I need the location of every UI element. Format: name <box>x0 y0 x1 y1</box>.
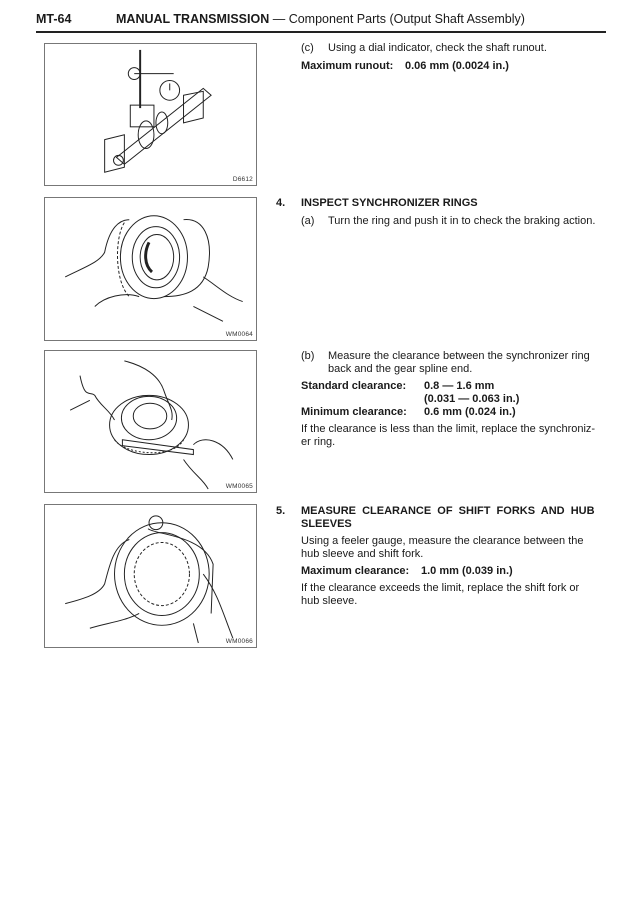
step-c-label: (c) <box>301 42 314 54</box>
standard-clearance-in: (0.031 — 0.063 in.) <box>424 393 520 405</box>
page-code: MT-64 <box>36 12 72 26</box>
max-clearance-label: Maximum clearance: <box>301 565 410 577</box>
section-5-title-1: MEASURE CLEARANCE OF SHIFT FORKS AND HUB <box>301 505 595 517</box>
page-title <box>116 12 525 26</box>
figure-code: WM0066 <box>225 638 253 645</box>
step-b-note-1: If the clearance is less than the limit, replace the synchroniz- <box>301 423 596 435</box>
step-b-text-2: back and the gear spline end. <box>328 363 473 375</box>
dial-indicator-illustration <box>45 44 256 185</box>
runout-spec-value: 0.06 mm (0.0024 in.) <box>405 60 509 72</box>
section-5-note-2: hub sleeve. <box>301 595 358 607</box>
step-b-label: (b) <box>301 350 315 362</box>
step-b-text-1: Measure the clearance between the synchronizer ring <box>328 350 590 362</box>
page-header <box>36 12 606 33</box>
section-5-number: 5. <box>276 505 286 517</box>
figure-code: WM0064 <box>225 331 253 338</box>
shift-fork-illustration <box>45 505 256 647</box>
section-5-title-2: SLEEVES <box>301 518 352 530</box>
figure-dial-indicator <box>44 43 257 186</box>
section-5-text-2: hub sleeve and shift fork. <box>301 548 424 560</box>
figure-synchronizer-ring-hands <box>44 197 257 341</box>
standard-clearance-label: Standard clearance: <box>301 380 407 392</box>
standard-clearance-mm: 0.8 — 1.6 mm <box>424 380 495 392</box>
figure-code: D6612 <box>232 176 253 183</box>
section-4-title: INSPECT SYNCHRONIZER RINGS <box>301 197 478 209</box>
section-4-number: 4. <box>276 197 286 209</box>
figure-shift-fork-clearance <box>44 504 257 648</box>
ring-clearance-illustration <box>45 351 256 492</box>
page-title-sub: — Component Parts (Output Shaft Assembly) <box>269 12 525 26</box>
figure-ring-clearance-gauge <box>44 350 257 493</box>
runout-spec-label: Maximum runout: <box>301 60 394 72</box>
step-a-text: Turn the ring and push it in to check the braking action. <box>328 215 596 227</box>
max-clearance-value: 1.0 mm (0.039 in.) <box>421 565 513 577</box>
synchronizer-ring-illustration <box>45 198 256 340</box>
step-b-note-2: er ring. <box>301 436 336 448</box>
figure-code: WM0065 <box>225 483 253 490</box>
section-5-note-1: If the clearance exceeds the limit, replace the shift fork or <box>301 582 580 594</box>
section-5-text-1: Using a feeler gauge, measure the clearance between the <box>301 535 584 547</box>
minimum-clearance-label: Minimum clearance: <box>301 406 407 418</box>
minimum-clearance-value: 0.6 mm (0.024 in.) <box>424 406 516 418</box>
step-a-label: (a) <box>301 215 315 227</box>
step-c-text: Using a dial indicator, check the shaft runout. <box>328 42 547 54</box>
page-title-main: MANUAL TRANSMISSION <box>116 12 270 26</box>
